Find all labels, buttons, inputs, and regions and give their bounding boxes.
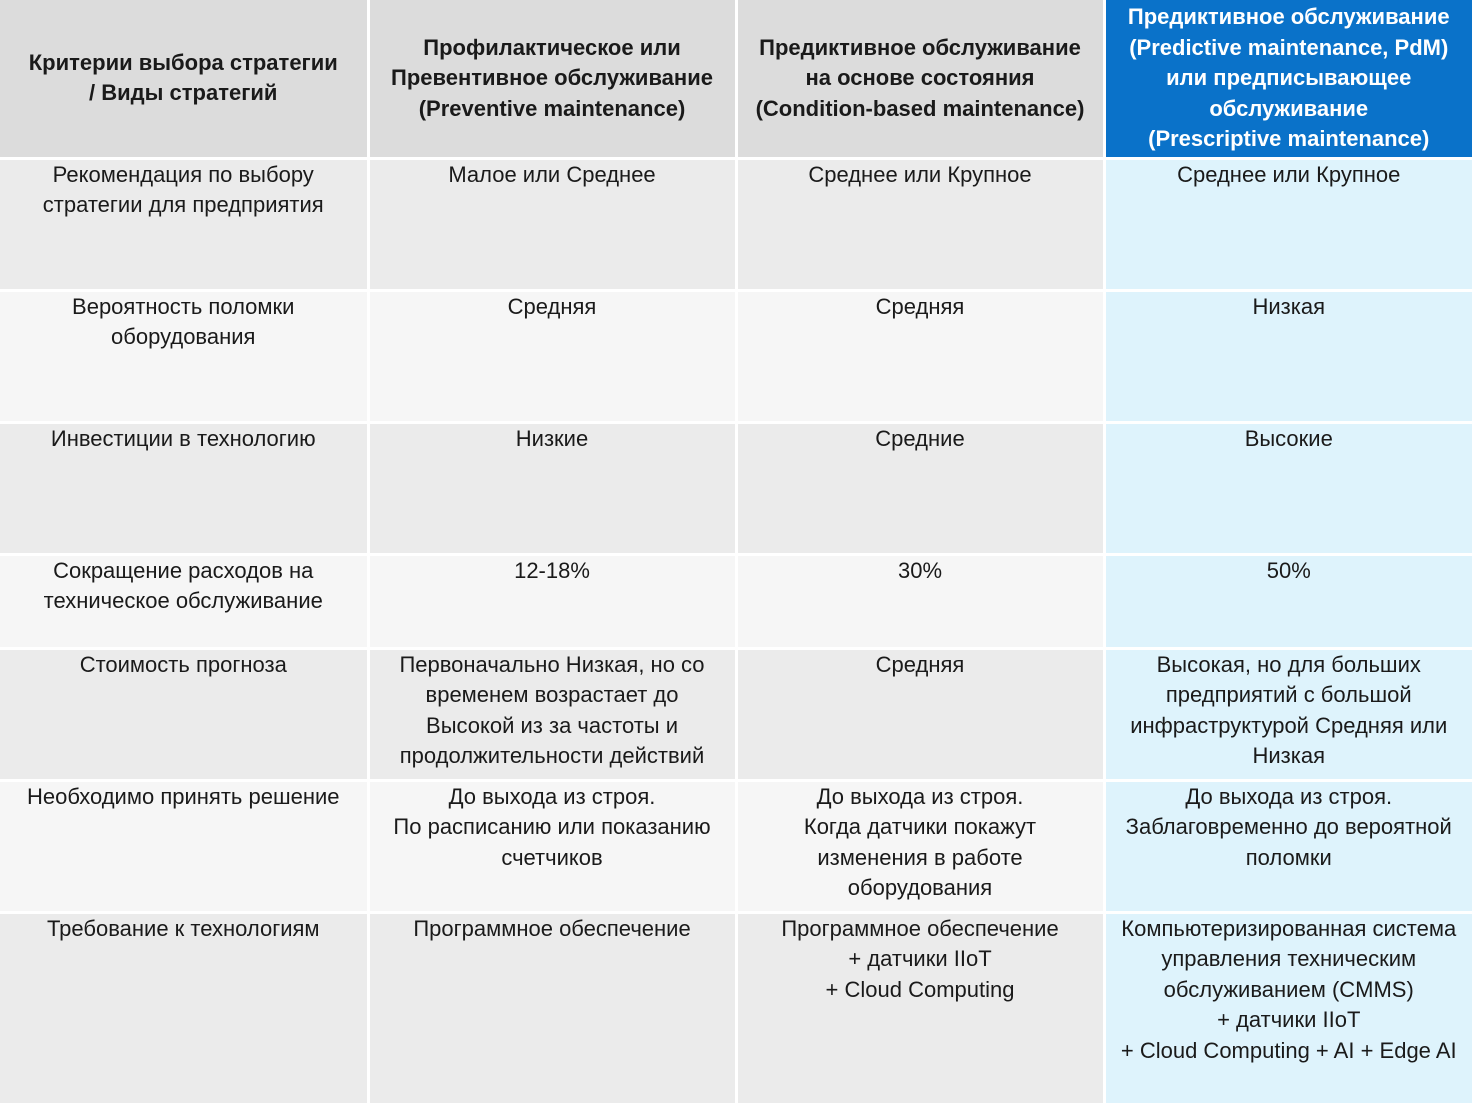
cell-predictive: [1104, 648, 1472, 780]
preventive-text: Первоначально Низкая, но со временем возрастает до Высокой из за частоты и продолжительности действий: [399, 651, 705, 768]
header-criteria-label: Критерии выбора стратегии / Виды стратегий: [28, 49, 338, 106]
cell-criterion: [0, 290, 368, 422]
condition-based-text: Среднее или Крупное: [808, 161, 1032, 187]
cell-preventive: [368, 158, 736, 290]
cell-criterion: [0, 158, 368, 290]
cell-criterion: [0, 422, 368, 554]
cell-condition-based: [736, 780, 1104, 912]
predictive-text: Низкая: [1252, 293, 1326, 319]
predictive-text: Высокая, но для больших предприятий с большой инфраструктурой Средняя или Низкая: [1130, 651, 1448, 768]
cell-predictive: [1104, 290, 1472, 422]
condition-based-text: Программное обеспечение + датчики IIoT + Cloud Computing: [781, 915, 1059, 1002]
cell-preventive: [368, 648, 736, 780]
header-predictive-label: Предиктивное обслуживание (Predictive maintenance, PdM) или предписывающее обслуживание (Prescriptive maintenance): [1127, 4, 1450, 151]
predictive-text: 50%: [1266, 557, 1311, 583]
table-row: [0, 554, 1472, 648]
cell-condition-based: [736, 158, 1104, 290]
preventive-text: До выхода из строя. По расписанию или показанию счетчиков: [393, 783, 711, 870]
condition-based-text: До выхода из строя. Когда датчики покажут изменения в работе оборудования: [803, 783, 1037, 900]
preventive-text: Программное обеспечение: [413, 915, 691, 941]
cell-predictive: [1104, 158, 1472, 290]
header-predictive: [1104, 0, 1472, 158]
condition-based-text: Средняя: [875, 293, 965, 319]
cell-predictive: [1104, 554, 1472, 648]
criterion-text: Сокращение расходов на техническое обслуживание: [43, 557, 323, 613]
cell-preventive: [368, 912, 736, 1104]
cell-criterion: [0, 912, 368, 1104]
header-row: [0, 0, 1472, 158]
cell-preventive: [368, 290, 736, 422]
table-body: [0, 158, 1472, 1104]
header-condition-based: [736, 0, 1104, 158]
cell-criterion: [0, 648, 368, 780]
cell-condition-based: [736, 648, 1104, 780]
header-preventive: [368, 0, 736, 158]
cell-predictive: [1104, 422, 1472, 554]
preventive-text: Средняя: [507, 293, 597, 319]
cell-predictive: [1104, 912, 1472, 1104]
table-row: [0, 422, 1472, 554]
criterion-text: Рекомендация по выбору стратегии для предприятия: [42, 161, 324, 217]
table-header: [0, 0, 1472, 158]
predictive-text: До выхода из строя. Заблаговременно до вероятной поломки: [1125, 783, 1452, 870]
criterion-text: Требование к технологиям: [46, 915, 320, 941]
preventive-text: Низкие: [515, 425, 589, 451]
predictive-text: Высокие: [1244, 425, 1333, 451]
preventive-text: Малое или Среднее: [448, 161, 656, 187]
cell-preventive: [368, 780, 736, 912]
table-row: [0, 290, 1472, 422]
header-criteria: [0, 0, 368, 158]
predictive-text: Компьютеризированная система управления техническим обслуживанием (CMMS) + датчики IIoT + Cloud Computing + AI + Edge AI: [1120, 915, 1457, 1063]
predictive-text: Среднее или Крупное: [1177, 161, 1401, 187]
preventive-text: 12-18%: [514, 557, 590, 583]
table-row: [0, 158, 1472, 290]
condition-based-text: Средняя: [875, 651, 965, 677]
table-row: [0, 912, 1472, 1104]
table-row: [0, 780, 1472, 912]
header-preventive-label: Профилактическое или Превентивное обслуживание (Preventive maintenance): [391, 34, 713, 121]
cell-preventive: [368, 554, 736, 648]
cell-predictive: [1104, 780, 1472, 912]
criterion-text: Стоимость прогноза: [79, 651, 287, 677]
cell-condition-based: [736, 912, 1104, 1104]
cell-preventive: [368, 422, 736, 554]
criterion-text: Инвестиции в технологию: [50, 425, 316, 451]
header-condition-based-label: Предиктивное обслуживание на основе состояния (Condition-based maintenance): [755, 34, 1085, 121]
criterion-text: Вероятность поломки оборудования: [72, 293, 295, 349]
table-row: [0, 648, 1472, 780]
cell-condition-based: [736, 422, 1104, 554]
cell-criterion: [0, 554, 368, 648]
condition-based-text: Средние: [875, 425, 965, 451]
cell-criterion: [0, 780, 368, 912]
condition-based-text: 30%: [897, 557, 943, 583]
criterion-text: Необходимо принять решение: [26, 783, 340, 809]
cell-condition-based: [736, 290, 1104, 422]
cell-condition-based: [736, 554, 1104, 648]
